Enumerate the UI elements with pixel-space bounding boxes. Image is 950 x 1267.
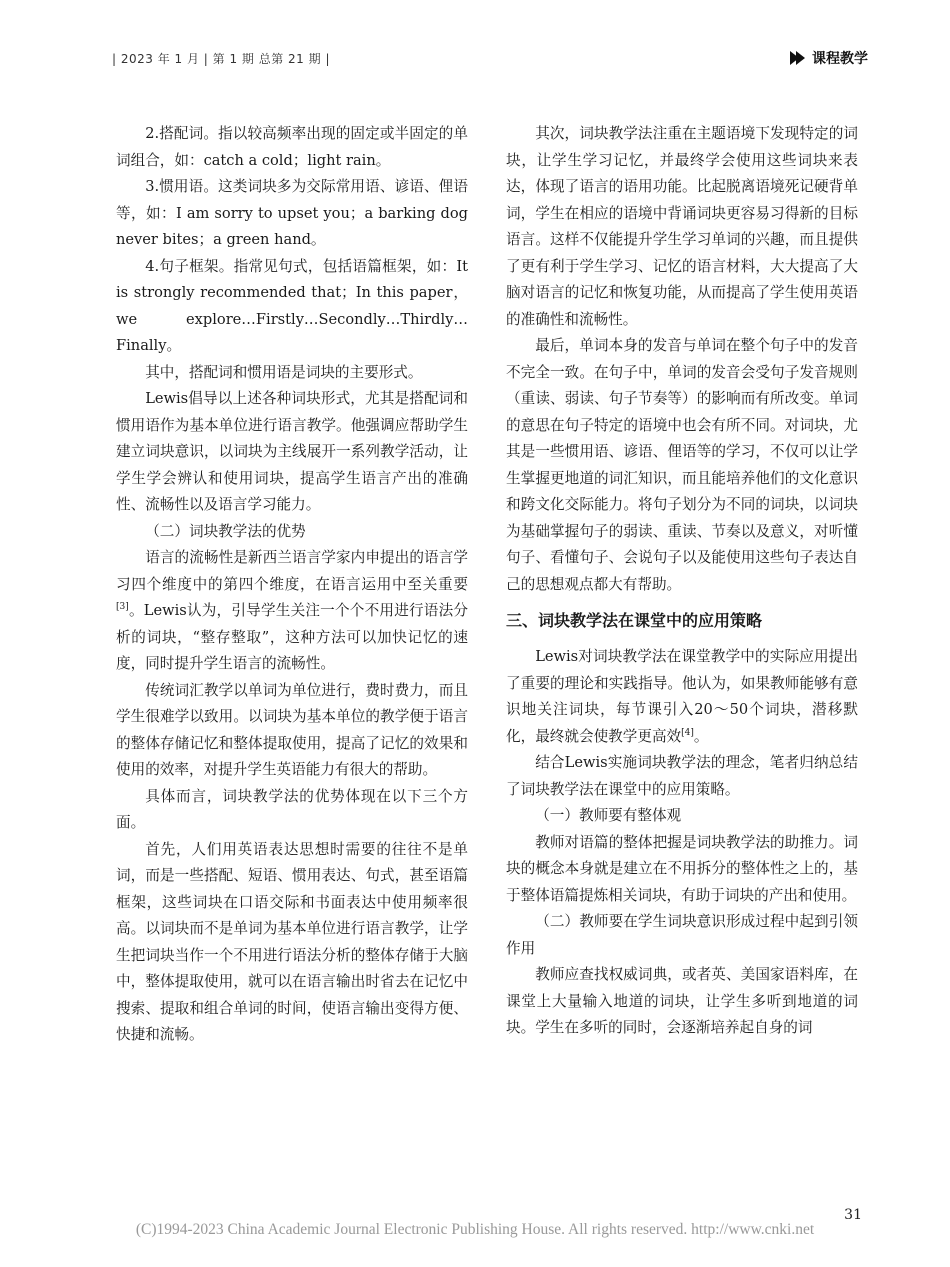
sub-heading: （一）教师要有整体观 — [535, 807, 682, 824]
paragraph: 2.搭配词。指以较高频率出现的固定或半固定的单词组合，如：catch a cold；light rain。 — [116, 125, 468, 169]
section-tag — [790, 48, 868, 68]
paragraph: 传统词汇教学以单词为单位进行，费时费力，而且学生很难学以致用。以词块为基本单位的教学便于语言的整体存储记忆和整体提取使用，提高了记忆的效果和使用的效率，对提升学生英语能力有很大的帮助。 — [116, 681, 468, 778]
paragraph-text: 。Lewis认为，引导学生关注一个个不用进行语法分析的词块，“整存整取”，这种方法可以加快记忆的速度，同时提升学生语言的流畅性。 — [116, 602, 468, 672]
paragraph: 结合Lewis实施词块教学法的理念，笔者归纳总结了词块教学法在课堂中的应用策略。 — [506, 754, 858, 798]
section-title: 课程教学 — [812, 51, 868, 67]
paragraph: 具体而言，词块教学法的优势体现在以下三个方面。 — [116, 787, 468, 831]
section-heading: 三、词块教学法在课堂中的应用策略 — [506, 611, 763, 630]
paragraph-text: 语言的流畅性是新西兰语言学家内申提出的语言学习四个维度中的第四个维度，在语言运用中至关重要 — [116, 549, 468, 593]
sub-heading: （二）词块教学法的优势 — [145, 522, 306, 540]
left-column — [116, 121, 468, 1049]
citation: [4] — [681, 727, 694, 738]
paragraph-text: 。 — [693, 727, 709, 745]
page-number: 31 — [844, 1207, 862, 1223]
sub-heading: （二）教师要在学生词块意识形成过程中起到引领作用 — [506, 913, 858, 957]
paragraph-text: Lewis对词块教学法在课堂教学中的实际应用提出了重要的理论和实践指导。他认为，如果教师能够有意识地关注词块，每节课引入20～50个词块，潜移默化，最终就会使教学更高效 — [506, 648, 858, 745]
paragraph: 最后，单词本身的发音与单词在整个句子中的发音不完全一致。在句子中，单词的发音会受句子发音规则（重读、弱读、句子节奏等）的影响而有所改变。单词的意思在句子特定的语境中也会有所不同。对词块，尤其是一些惯用语、谚语、俚语等的学习，不仅可以让学生掌握更地道的词汇知识，而且能培养他们的文化意识和跨文化交际能力。将句子划分为不同的词块，以词块为基础掌握句子的弱读、重读、节奏以及意义，对听懂句子、看懂句子、会说句子以及能使用这些句子表达自己的思想观点都大有帮助。 — [506, 337, 858, 593]
paragraph: Lewis倡导以上述各种词块形式，尤其是搭配词和惯用语作为基本单位进行语言教学。他强调应帮助学生建立词块意识，以词块为主线展开一系列教学活动，让学生学会辨认和使用词块，提高学生语言产出的准确性、流畅性以及语言学习能力。 — [116, 390, 468, 513]
paragraph: 4.句子框架。指常见句式，包括语篇框架，如：It is strongly recommended that；In this paper，we explore…Firstly…Secondly…Thirdly…Finally。 — [116, 257, 468, 354]
paragraph: 教师对语篇的整体把握是词块教学法的助推力。词块的概念本身就是建立在不用拆分的整体性之上的，基于整体语篇提炼相关词块，有助于词块的产出和使用。 — [506, 833, 858, 904]
paragraph: 其次，词块教学法注重在主题语境下发现特定的词块，让学生学习记忆，并最终学会使用这些词块来表达，体现了语言的语用功能。比起脱离语境死记硬背单词，学生在相应的语境中背诵词块更容易习得新的目标语言。这样不仅能提升学生学习单词的兴趣，而且提供了更有利于学生学习、记忆的语言材料，大大提高了大脑对语言的记忆和恢复功能，从而提高了学生使用英语的准确性和流畅性。 — [506, 125, 858, 328]
paragraph — [116, 545, 468, 678]
copyright-footer: (C)1994-2023 China Academic Journal Electronic Publishing House. All rights reserved. http://www.cnki.net — [135, 1221, 815, 1238]
paragraph: 首先，人们用英语表达思想时需要的往往不是单词，而是一些搭配、短语、惯用表达、句式，甚至语篇框架，这些词块在口语交际和书面表达中使用频率很高。以词块而不是单词为基本单位进行语言教学，让学生把词块当作一个不用进行语法分析的整体存储于大脑中，整体提取使用，就可以在语言输出时省去在记忆中搜索、提取和组合单词的时间，使语言输出变得方便、快捷和流畅。 — [116, 840, 468, 1043]
page-header — [112, 50, 868, 72]
citation: [3] — [116, 602, 129, 613]
right-column — [506, 121, 858, 1042]
paragraph — [506, 644, 858, 750]
paragraph: 3.惯用语。这类词块多为交际常用语、谚语、俚语等，如：I am sorry to upset you；a barking dog never bites；a green hand。 — [116, 178, 468, 248]
issue-info: | 2023 年 1 月 | 第 1 期 总第 21 期 | — [112, 52, 330, 66]
arrow-icon — [790, 51, 806, 65]
paragraph: 教师应查找权威词典，或者英、美国家语料库，在课堂上大量输入地道的词块，让学生多听到地道的词块。学生在多听的同时，会逐渐培养起自身的词 — [506, 966, 858, 1036]
paragraph: 其中，搭配词和惯用语是词块的主要形式。 — [145, 363, 423, 381]
